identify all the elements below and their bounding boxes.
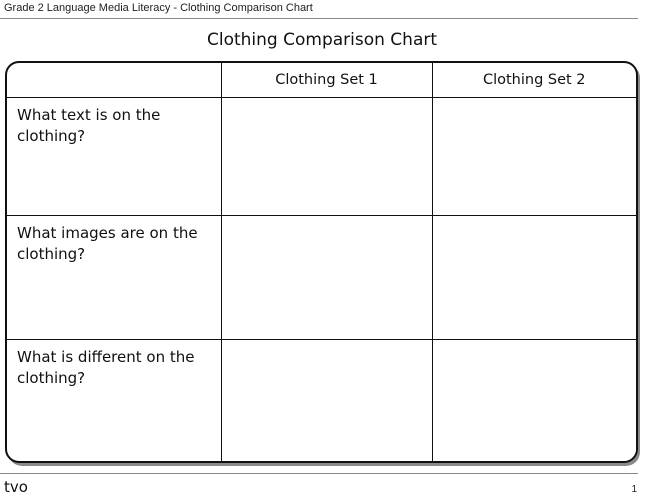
question-text-on-clothing: What text is on the clothing? <box>7 97 221 215</box>
page-title: Clothing Comparison Chart <box>206 30 438 50</box>
table-header-row <box>7 63 636 97</box>
column-header-clothing-set-1: Clothing Set 1 <box>221 63 432 97</box>
tvo-logo: tvo <box>4 478 28 496</box>
answer-cell-set-1-text[interactable] <box>221 97 432 215</box>
footer-divider <box>0 473 638 474</box>
question-images-on-clothing: What images are on the clothing? <box>7 215 221 339</box>
answer-cell-set-2-images[interactable] <box>432 215 636 339</box>
answer-cell-set-1-different[interactable] <box>221 339 432 461</box>
table-row <box>7 215 636 339</box>
column-header-blank <box>7 63 221 97</box>
answer-cell-set-2-different[interactable] <box>432 339 636 461</box>
comparison-chart <box>5 61 638 463</box>
answer-cell-set-2-text[interactable] <box>432 97 636 215</box>
answer-cell-set-1-images[interactable] <box>221 215 432 339</box>
header-divider <box>0 18 638 19</box>
column-header-clothing-set-2: Clothing Set 2 <box>432 63 636 97</box>
document-header: Grade 2 Language Media Literacy - Clothing Comparison Chart <box>4 2 313 14</box>
page-number: 1 <box>631 484 637 495</box>
table-row <box>7 97 636 215</box>
comparison-table <box>7 63 636 461</box>
table-row <box>7 339 636 461</box>
question-different-on-clothing: What is different on the clothing? <box>7 339 221 461</box>
